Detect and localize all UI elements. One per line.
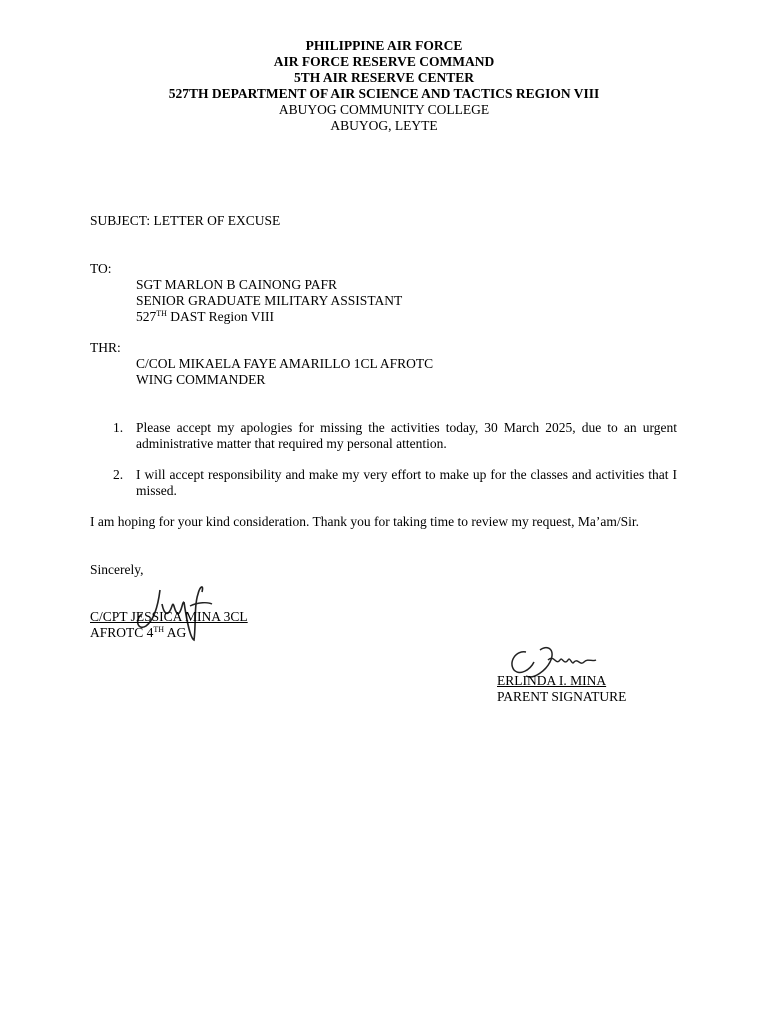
item-number: 1. [113, 420, 124, 435]
closing-text: I am hoping for your kind consideration. Thank you for taking time to review my request, Ma’am/Sir. [90, 514, 640, 529]
thr-name: C/COL MIKAELA FAYE AMARILLO 1CL AFROTC [136, 356, 434, 371]
item-number: 2. [113, 467, 124, 482]
header-line-3: 5TH AIR RESERVE CENTER [294, 70, 474, 85]
to-label: TO: [90, 261, 112, 276]
signatory-unit: AFROTC 4TH AG [90, 625, 187, 640]
thr-position: WING COMMANDER [136, 372, 266, 387]
subject-line: SUBJECT: LETTER OF EXCUSE [90, 213, 281, 228]
parent-title: PARENT SIGNATURE [497, 689, 627, 704]
signatory-name: C/CPT JESSICA MINA 3CL [90, 609, 248, 624]
item-text: I will accept responsibility and make my very effort to make up for the classes and activities that I missed. [136, 467, 677, 498]
header-line-2: AIR FORCE RESERVE COMMAND [273, 54, 495, 69]
header-line-6: ABUYOG, LEYTE [330, 118, 438, 133]
header-line-4: 527TH DEPARTMENT OF AIR SCIENCE AND TACTICS REGION VIII [168, 86, 600, 101]
header-line-1: PHILIPPINE AIR FORCE [305, 38, 463, 53]
to-position: SENIOR GRADUATE MILITARY ASSISTANT [136, 293, 403, 308]
sincerely: Sincerely, [90, 562, 144, 577]
header-line-5: ABUYOG COMMUNITY COLLEGE [278, 102, 490, 117]
parent-name: ERLINDA I. MINA [497, 673, 607, 688]
item-text: Please accept my apologies for missing the activities today, 30 March 2025, due to an urgent administrative matter that required my personal attention. [136, 420, 677, 451]
thr-label: THR: [90, 340, 121, 355]
to-unit: 527TH DAST Region VIII [136, 309, 275, 324]
to-name: SGT MARLON B CAINONG PAFR [136, 277, 338, 292]
